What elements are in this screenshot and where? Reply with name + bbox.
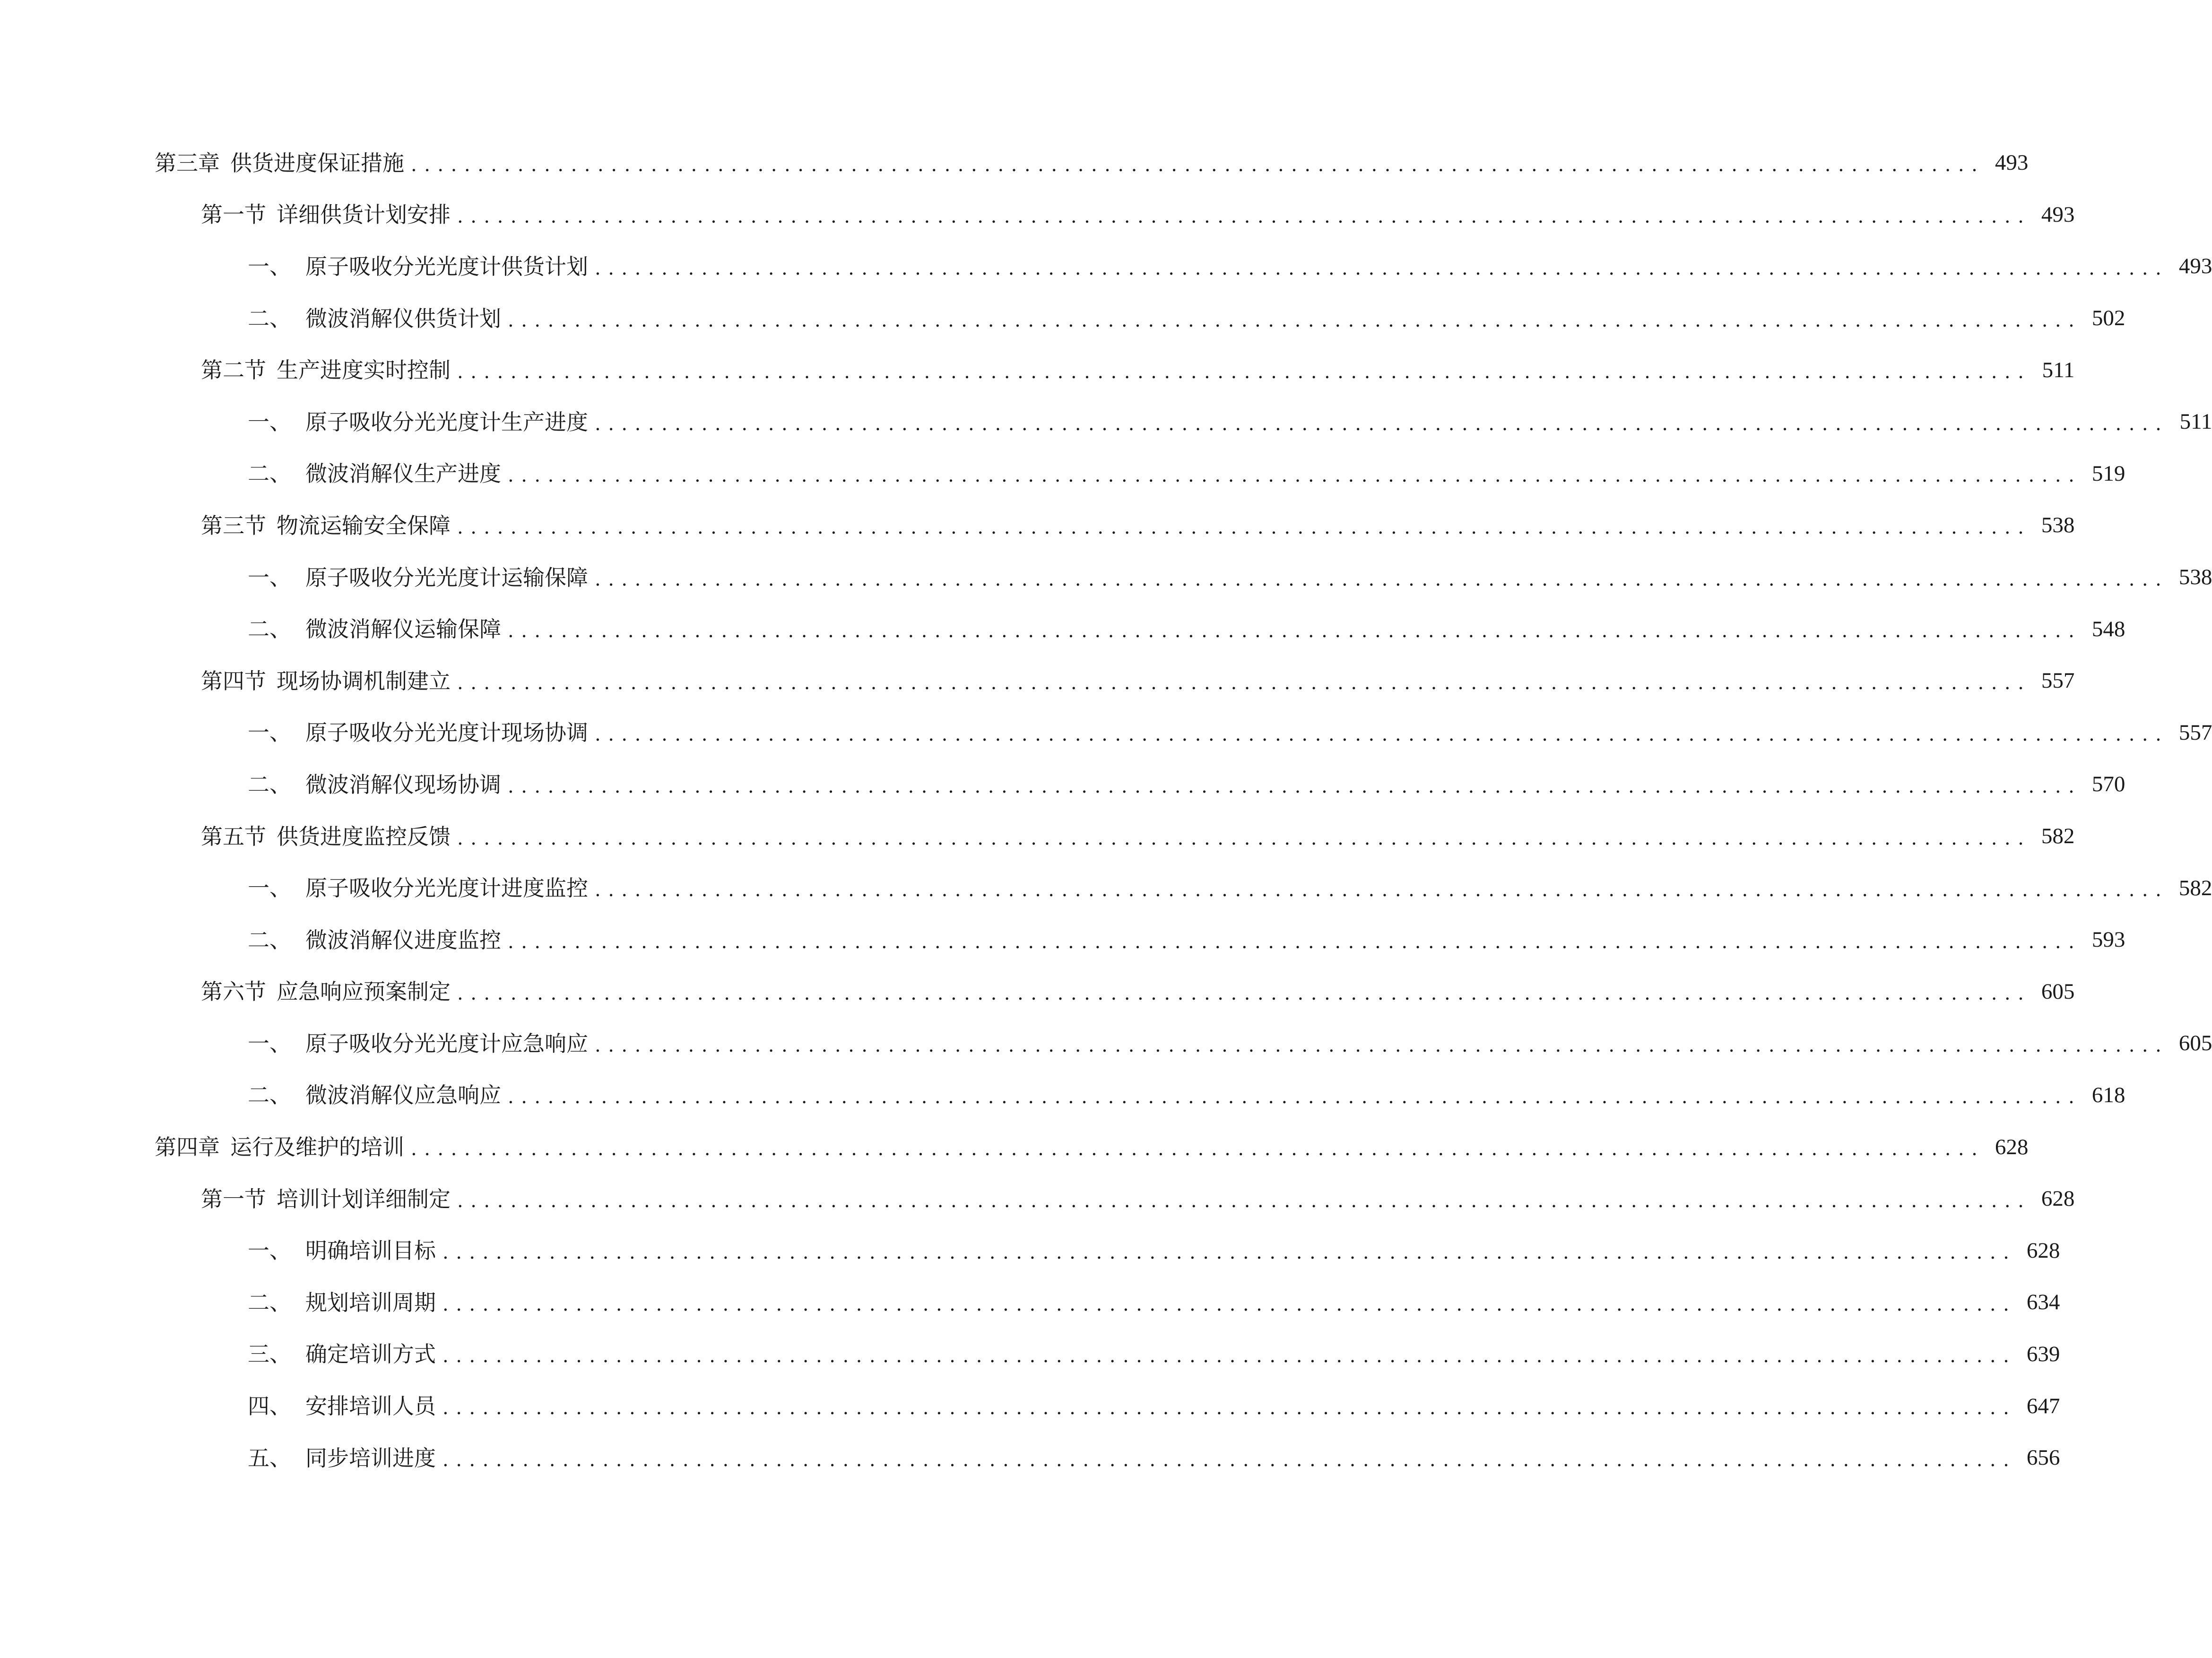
toc-entry-title: 运行及维护的培训 <box>230 1134 404 1160</box>
toc-entry-number: 一、 <box>248 1238 291 1264</box>
toc-entry-number: 五、 <box>248 1445 291 1471</box>
toc-entry[interactable] <box>0 1277 2060 1329</box>
toc-entry[interactable] <box>0 500 2075 552</box>
toc-entry-page: 557 <box>2041 668 2075 693</box>
toc-entry-page: 618 <box>2091 1082 2125 1107</box>
toc-entry[interactable] <box>0 966 2075 1018</box>
toc-entry[interactable] <box>0 914 2125 966</box>
toc-dot-leader: ...................................................................................................................... <box>457 516 2031 538</box>
toc-entry[interactable] <box>0 1121 2029 1173</box>
toc-entry-page: 502 <box>2091 306 2125 331</box>
toc-entry-title: 供货进度监控反馈 <box>277 823 451 849</box>
toc-dot-leader: ...................................................................................................................... <box>457 983 2031 1005</box>
toc-entry[interactable] <box>0 1225 2060 1277</box>
toc-entry-number: 第一节 <box>201 1186 266 1212</box>
toc-entry-title: 原子吸收分光光度计现场协调 <box>305 720 588 746</box>
toc-entry-page: 605 <box>2178 1031 2212 1056</box>
toc-dot-leader: ...................................................................................................................... <box>457 1190 2031 1212</box>
toc-entry[interactable] <box>0 293 2125 345</box>
toc-entry-number: 一、 <box>248 253 291 279</box>
table-of-contents <box>0 137 2212 1484</box>
toc-entry-title: 微波消解仪应急响应 <box>305 1082 501 1108</box>
toc-entry-number: 一、 <box>248 875 291 901</box>
toc-entry-title: 原子吸收分光光度计运输保障 <box>305 564 588 590</box>
toc-entry[interactable] <box>0 655 2075 707</box>
toc-entry[interactable] <box>0 811 2075 863</box>
toc-entry-page: 538 <box>2041 513 2075 538</box>
toc-entry-number: 二、 <box>248 927 291 953</box>
toc-entry-page: 628 <box>2041 1186 2075 1211</box>
toc-dot-leader: ...................................................................................................................... <box>508 465 2082 487</box>
toc-entry[interactable] <box>0 862 2212 914</box>
toc-entry-title: 微波消解仪运输保障 <box>305 616 501 642</box>
toc-entry-number: 第二节 <box>201 357 266 383</box>
toc-entry-number: 一、 <box>248 409 291 435</box>
toc-entry-page: 593 <box>2091 927 2125 952</box>
toc-entry-title: 微波消解仪进度监控 <box>305 927 501 953</box>
toc-entry-page: 511 <box>2179 409 2212 434</box>
toc-entry[interactable] <box>0 189 2075 241</box>
toc-entry-page: 628 <box>2026 1238 2060 1263</box>
toc-entry-number: 第五节 <box>201 823 266 849</box>
toc-entry-number: 三、 <box>248 1341 291 1367</box>
toc-entry[interactable] <box>0 1070 2125 1122</box>
toc-dot-leader: ...................................................................................................................... <box>508 931 2082 953</box>
toc-entry-page: 634 <box>2026 1290 2060 1315</box>
toc-entry-page: 538 <box>2178 565 2212 590</box>
toc-dot-leader: ...................................................................................................................... <box>442 1293 2017 1315</box>
toc-entry-title: 安排培训人员 <box>305 1393 436 1419</box>
toc-entry-title: 明确培训目标 <box>305 1238 436 1264</box>
toc-entry-number: 二、 <box>248 1289 291 1315</box>
toc-entry[interactable] <box>0 344 2075 396</box>
toc-entry-title: 原子吸收分光光度计应急响应 <box>305 1030 588 1056</box>
toc-dot-leader: ...................................................................................................................... <box>457 827 2031 849</box>
toc-entry-title: 应急响应预案制定 <box>277 979 451 1005</box>
toc-entry-page: 557 <box>2178 720 2212 745</box>
toc-entry[interactable] <box>0 552 2212 604</box>
toc-entry-page: 628 <box>1995 1134 2029 1159</box>
toc-entry[interactable] <box>0 1432 2060 1484</box>
toc-entry-page: 548 <box>2091 616 2125 641</box>
toc-entry-title: 现场协调机制建立 <box>277 668 451 694</box>
toc-entry[interactable] <box>0 137 2029 189</box>
toc-entry-page: 493 <box>2178 254 2212 279</box>
toc-entry-title: 培训计划详细制定 <box>277 1186 451 1212</box>
toc-entry-page: 493 <box>2041 202 2075 227</box>
toc-entry-title: 物流运输安全保障 <box>277 512 451 538</box>
toc-dot-leader: ...................................................................................................................... <box>411 154 1985 176</box>
toc-entry-title: 原子吸收分光光度计生产进度 <box>305 409 588 435</box>
toc-entry-number: 第三章 <box>155 150 220 176</box>
toc-entry-number: 二、 <box>248 771 291 797</box>
toc-entry-title: 供货进度保证措施 <box>230 150 404 176</box>
toc-dot-leader: ...................................................................................................................... <box>595 257 2169 279</box>
toc-entry[interactable] <box>0 1018 2212 1070</box>
toc-entry[interactable] <box>0 707 2212 759</box>
toc-entry-page: 639 <box>2026 1341 2060 1366</box>
toc-dot-leader: ...................................................................................................................... <box>595 879 2169 901</box>
toc-dot-leader: ...................................................................................................................... <box>508 775 2082 797</box>
toc-entry-title: 详细供货计划安排 <box>277 202 451 228</box>
toc-entry[interactable] <box>0 603 2125 655</box>
toc-entry-number: 二、 <box>248 1082 291 1108</box>
toc-entry-title: 同步培训进度 <box>305 1445 436 1471</box>
toc-dot-leader: ...................................................................................................................... <box>442 1242 2017 1264</box>
toc-entry-number: 第六节 <box>201 979 266 1005</box>
toc-entry-number: 第四章 <box>155 1134 220 1160</box>
toc-entry-page: 582 <box>2041 824 2075 849</box>
toc-dot-leader: ...................................................................................................................... <box>508 620 2082 642</box>
toc-entry-page: 511 <box>2042 357 2075 382</box>
toc-entry-number: 第四节 <box>201 668 266 694</box>
toc-entry-number: 一、 <box>248 564 291 590</box>
toc-entry-title: 微波消解仪供货计划 <box>305 305 501 331</box>
toc-entry-title: 确定培训方式 <box>305 1341 436 1367</box>
toc-dot-leader: ...................................................................................................................... <box>595 568 2169 590</box>
toc-dot-leader: ...................................................................................................................... <box>411 1138 1985 1160</box>
toc-entry-number: 二、 <box>248 305 291 331</box>
toc-entry-page: 647 <box>2026 1393 2060 1418</box>
toc-entry-number: 一、 <box>248 720 291 746</box>
toc-entry-number: 二、 <box>248 616 291 642</box>
toc-entry-page: 582 <box>2178 875 2212 900</box>
toc-dot-leader: ...................................................................................................................... <box>442 1449 2017 1471</box>
toc-entry[interactable] <box>0 1173 2075 1225</box>
toc-entry-title: 微波消解仪生产进度 <box>305 461 501 487</box>
toc-dot-leader: ...................................................................................................................... <box>508 309 2082 331</box>
toc-entry-title: 原子吸收分光光度计供货计划 <box>305 253 588 279</box>
toc-dot-leader: ...................................................................................................................... <box>508 1086 2082 1108</box>
toc-entry-page: 656 <box>2026 1445 2060 1470</box>
toc-dot-leader: ...................................................................................................................... <box>457 361 2031 383</box>
toc-entry-number: 二、 <box>248 461 291 487</box>
toc-entry[interactable] <box>0 448 2125 500</box>
toc-entry-number: 一、 <box>248 1030 291 1056</box>
toc-entry-number: 第一节 <box>201 202 266 228</box>
toc-dot-leader: ...................................................................................................................... <box>457 672 2031 694</box>
toc-entry-number: 四、 <box>248 1393 291 1419</box>
toc-entry-title: 原子吸收分光光度计进度监控 <box>305 875 588 901</box>
toc-entry-page: 519 <box>2091 461 2125 486</box>
toc-dot-leader: ...................................................................................................................... <box>595 1034 2169 1056</box>
toc-entry-page: 570 <box>2091 772 2125 797</box>
toc-dot-leader: ...................................................................................................................... <box>457 206 2031 228</box>
toc-entry[interactable] <box>0 396 2212 448</box>
toc-dot-leader: ...................................................................................................................... <box>595 724 2169 746</box>
toc-dot-leader: ...................................................................................................................... <box>442 1345 2017 1367</box>
toc-entry[interactable] <box>0 759 2125 811</box>
toc-entry-page: 605 <box>2041 979 2075 1004</box>
toc-dot-leader: ...................................................................................................................... <box>442 1397 2017 1419</box>
toc-entry-title: 微波消解仪现场协调 <box>305 771 501 797</box>
toc-entry-title: 规划培训周期 <box>305 1289 436 1315</box>
toc-entry-page: 493 <box>1995 150 2029 175</box>
toc-entry[interactable] <box>0 241 2212 293</box>
toc-entry[interactable] <box>0 1329 2060 1381</box>
toc-entry-title: 生产进度实时控制 <box>277 357 451 383</box>
toc-entry[interactable] <box>0 1380 2060 1432</box>
toc-entry-number: 第三节 <box>201 512 266 538</box>
toc-dot-leader: ...................................................................................................................... <box>595 413 2169 435</box>
